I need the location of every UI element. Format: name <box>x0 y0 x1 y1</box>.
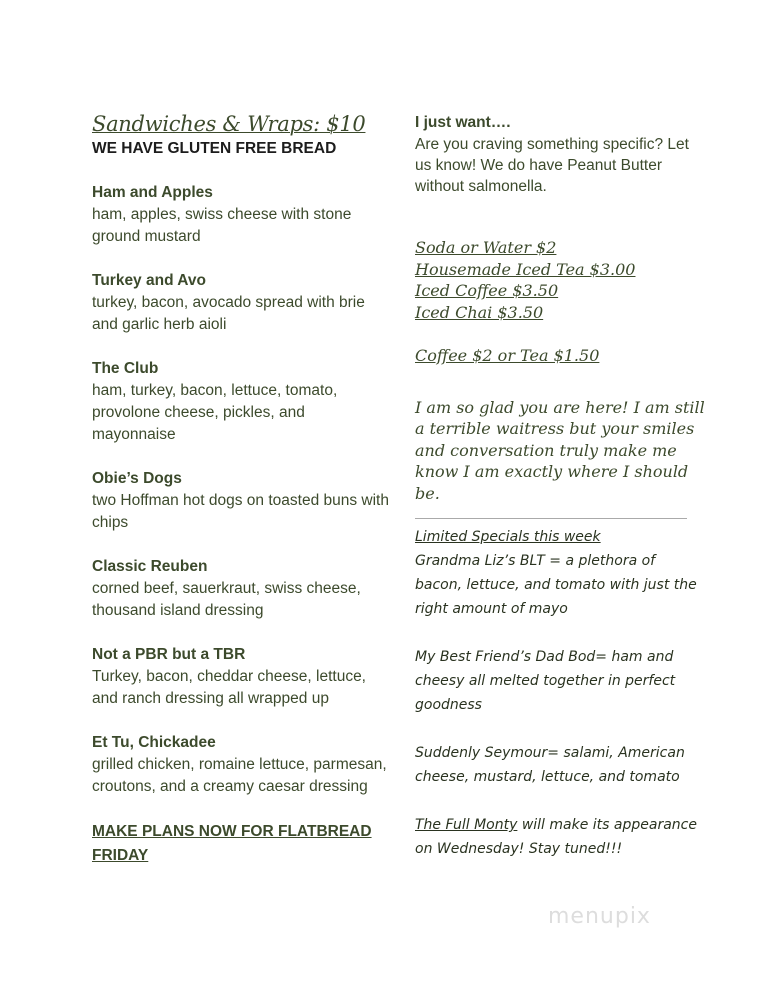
item-description: turkey, bacon, avocado spread with brie and garlic herb aioli <box>92 294 365 333</box>
owner-note: I am so glad you are here! I am still a terrible waitress but your smiles and conversation truly make me know I am exactly where I should be. <box>415 397 705 503</box>
item-name: Ham and Apples <box>92 184 213 201</box>
item-description: two Hoffman hot dogs on toasted buns with chips <box>92 492 389 531</box>
item-description: Turkey, bacon, cheddar cheese, lettuce, and ranch dressing all wrapped up <box>92 668 366 707</box>
drink-item: Soda or Water $2 <box>415 238 557 257</box>
watermark-logo: menupix <box>548 904 651 929</box>
divider <box>415 518 687 519</box>
request-heading: I just want…. <box>415 114 511 131</box>
item-name: Obie’s Dogs <box>92 470 182 487</box>
menu-item <box>92 358 392 446</box>
coffee-tea-item: Coffee $2 or Tea $1.50 <box>415 346 600 365</box>
item-name: Not a PBR but a TBR <box>92 646 246 663</box>
sandwich-column <box>92 110 392 868</box>
menu-item <box>92 556 392 622</box>
special-item: Suddenly Seymour= salami, American cheese, mustard, lettuce, and tomato <box>415 745 685 785</box>
drink-item: Iced Chai $3.50 <box>415 302 544 322</box>
item-description: ham, apples, swiss cheese with stone ground mustard <box>92 206 352 245</box>
menu-item <box>92 182 392 248</box>
specials-heading: Limited Specials this week <box>415 529 601 545</box>
item-name: Classic Reuben <box>92 558 208 575</box>
gluten-free-notice: WE HAVE GLUTEN FREE BREAD <box>92 140 337 157</box>
special-item: My Best Friend’s Dad Bod= ham and cheesy all melted together in perfect goodness <box>415 649 676 713</box>
flatbread-friday-link: MAKE PLANS NOW FOR FLATBREAD FRIDAY <box>92 823 372 864</box>
special-item: Grandma Liz’s BLT = a plethora of bacon, lettuce, and tomato with just the right amount of mayo <box>415 553 697 617</box>
menu-item <box>92 644 392 710</box>
full-monty-name: The Full Monty <box>415 817 518 833</box>
item-description: corned beef, sauerkraut, swiss cheese, thousand island dressing <box>92 580 361 619</box>
menu-item <box>92 732 392 798</box>
side-column <box>415 112 705 861</box>
request-text: Are you craving something specific? Let us know! We do have Peanut Butter without salmonella. <box>415 136 689 195</box>
item-description: grilled chicken, romaine lettuce, parmesan, croutons, and a creamy caesar dressing <box>92 756 387 795</box>
drink-item: Iced Coffee $3.50 <box>415 281 559 300</box>
menu-item <box>92 270 392 336</box>
item-name: Et Tu, Chickadee <box>92 734 216 751</box>
item-name: Turkey and Avo <box>92 272 206 289</box>
full-monty-note <box>415 813 705 861</box>
menu-item <box>92 468 392 534</box>
section-title: Sandwiches & Wraps: $10 <box>92 112 366 136</box>
drinks-list <box>415 237 705 367</box>
full-monty-text: will make its appearance on Wednesday! Stay tuned!!! <box>415 817 697 857</box>
item-name: The Club <box>92 360 159 377</box>
drink-item: Housemade Iced Tea $3.00 <box>415 259 636 279</box>
item-description: ham, turkey, bacon, lettuce, tomato, provolone cheese, pickles, and mayonnaise <box>92 382 338 443</box>
